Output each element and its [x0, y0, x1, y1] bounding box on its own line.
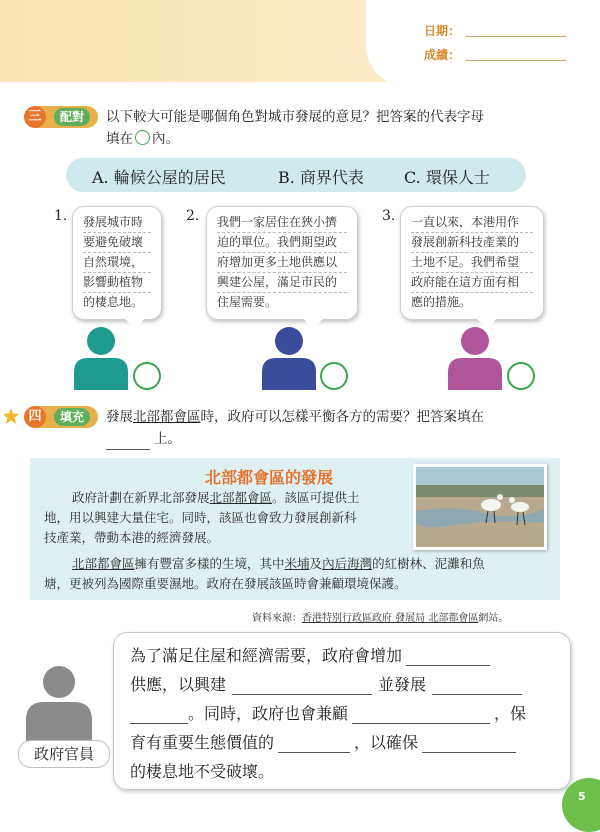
para2-text-underlined: 北部都會區: [72, 556, 135, 571]
blank-3[interactable]: [432, 678, 522, 695]
answer-circle-3[interactable]: [507, 362, 535, 390]
q4-post: 時，政府可以怎樣平衡各方的需要？把答案填在: [200, 409, 484, 425]
item3-line: 土地不足。我們希望: [411, 253, 533, 273]
choice-b: B. 商界代表: [278, 168, 364, 187]
item3-line: 政府能在這方面有相: [411, 273, 533, 293]
para1-text: 政府計劃在新界北部發展: [72, 490, 210, 505]
item2-number: 2.: [186, 208, 200, 224]
q4-line2-post: 上。: [154, 431, 181, 447]
purple-person-icon: [446, 326, 504, 390]
page-number-badge: [562, 778, 600, 832]
blank-4[interactable]: [352, 707, 490, 724]
para2-line1: [44, 554, 554, 574]
section3-question: [106, 106, 566, 150]
item2-speech-bubble: [206, 206, 358, 320]
blank-1[interactable]: [406, 649, 490, 666]
section3-number: 三: [24, 106, 46, 128]
answer-text: 。同時，政府也會兼顧: [188, 704, 349, 723]
item2-line: 住屋需要。: [217, 295, 278, 309]
source-citation: [252, 609, 508, 624]
star-icon: [3, 408, 19, 424]
score-label: 成績：: [424, 48, 461, 62]
source-suffix: 網站。: [478, 613, 509, 624]
choices-bar: [66, 158, 526, 192]
answer-line-2: [130, 675, 522, 695]
item2-line: 府增加更多土地供應以: [217, 253, 347, 273]
item1-line: 影響動植物: [83, 273, 151, 293]
item1-line: 要避免破壞: [83, 233, 151, 253]
blank-6[interactable]: [422, 736, 516, 753]
section4-question-line1: [106, 406, 576, 428]
answer-circle-1[interactable]: [133, 362, 161, 390]
info-paragraph-2: [44, 554, 554, 594]
q-line2-post: 內。: [152, 131, 179, 147]
item3-line: 發展創新科技產業的: [411, 233, 533, 253]
answer-text: ，以確保: [354, 733, 419, 752]
section3-question-line2: [106, 128, 566, 150]
section3-tag: 配對: [54, 108, 90, 126]
answer-text: ，保: [494, 704, 527, 723]
answer-line-1: [130, 646, 490, 666]
para1-text: 。該區可提供土: [272, 490, 360, 505]
item3-number: 3.: [382, 208, 396, 224]
score-field[interactable]: [424, 46, 566, 63]
item2-line: 興建公屋，滿足市民的: [217, 273, 347, 293]
item3-speech-bubble: [400, 206, 544, 320]
para1-text-underlined: 北部都會區: [209, 490, 273, 505]
speaker-label: 政府官員: [18, 740, 110, 768]
item1-line: 發展城市時: [83, 213, 151, 233]
item1-line: 的棲息地。: [83, 295, 144, 309]
answer-text: 育有重要生態價值的: [130, 733, 275, 752]
item1-number: 1.: [54, 208, 68, 224]
para1-line2: 地，用以興建大量住宅。同時，該區也會致力發展創新科: [44, 510, 357, 525]
navy-person-icon: [260, 326, 318, 390]
source-link[interactable]: 香港特別行政區政府 發展局 北部都會區: [302, 613, 479, 624]
answer-text: 供應，以興建: [130, 675, 227, 694]
q4-underlined: 北部都會區: [133, 409, 201, 425]
date-label: 日期：: [424, 24, 461, 38]
answer-line-3: [130, 704, 526, 724]
answer-text: 為了滿足住屋和經濟需要，政府會增加: [130, 646, 403, 665]
answer-circle-2[interactable]: [320, 362, 348, 390]
item2-line: 我們一家居住在狹小擠: [217, 213, 347, 233]
government-official-icon: [26, 664, 92, 742]
q-line2-pre: 填在: [106, 131, 133, 147]
teal-person-icon: [72, 326, 130, 390]
answer-text: 的棲息地不受破壞。: [130, 762, 275, 781]
info-paragraph-1: [44, 488, 404, 548]
item3-line: 應的措施。: [411, 295, 472, 309]
q4-pre: 發展: [106, 409, 133, 425]
para2-text: 擁有豐富多樣的生境，其中: [134, 556, 285, 571]
item3-line: 一直以來，本港用作: [411, 213, 533, 233]
blank-2[interactable]: [232, 678, 372, 695]
para1-line3: 技產業，帶動本港的經濟發展。: [44, 530, 220, 545]
page-number: 5: [578, 790, 586, 803]
section4-tag: 填充: [54, 408, 90, 426]
info-title: 北部都會區的發展: [205, 468, 334, 487]
item1-line: 自然環境，: [83, 253, 151, 273]
para2-text: 的紅樹林、泥灘和魚: [372, 556, 485, 571]
circle-icon: [135, 130, 150, 145]
para1-line1: [44, 488, 404, 508]
answer-line-4: [130, 733, 516, 753]
blank-3-continued[interactable]: [130, 707, 188, 724]
header-card: [366, 0, 600, 86]
choice-a: A. 輪候公屋的居民: [92, 168, 226, 187]
answer-line-5: [130, 762, 274, 782]
answer-text: 並發展: [378, 675, 427, 694]
para2-text-underlined: 米埔: [284, 556, 310, 571]
blank-5[interactable]: [278, 736, 350, 753]
date-line[interactable]: [466, 36, 566, 37]
source-prefix: 資料來源：: [252, 613, 302, 624]
section4-question-line2: [106, 428, 576, 450]
para2-text: 及: [309, 556, 323, 571]
example-blank: [106, 435, 150, 450]
section4-question: [106, 406, 576, 450]
date-field[interactable]: [424, 22, 566, 39]
section3-question-line1: 以下較大可能是哪個角色對城市發展的意見？把答案的代表字母: [106, 109, 484, 125]
section4-number: 四: [24, 406, 46, 428]
para2-text-underlined: 內后海灣: [322, 556, 373, 571]
wetland-birds-image: [416, 467, 544, 547]
egret-photo: [413, 464, 547, 550]
choice-c: C. 環保人士: [404, 168, 490, 187]
para2-line2: 塘，更被列為國際重要濕地。政府在發展該區時會兼顧環境保護。: [44, 576, 407, 591]
item2-line: 迫的單位。我們期望政: [217, 233, 347, 253]
score-line[interactable]: [466, 60, 566, 61]
item1-speech-bubble: [72, 206, 162, 320]
